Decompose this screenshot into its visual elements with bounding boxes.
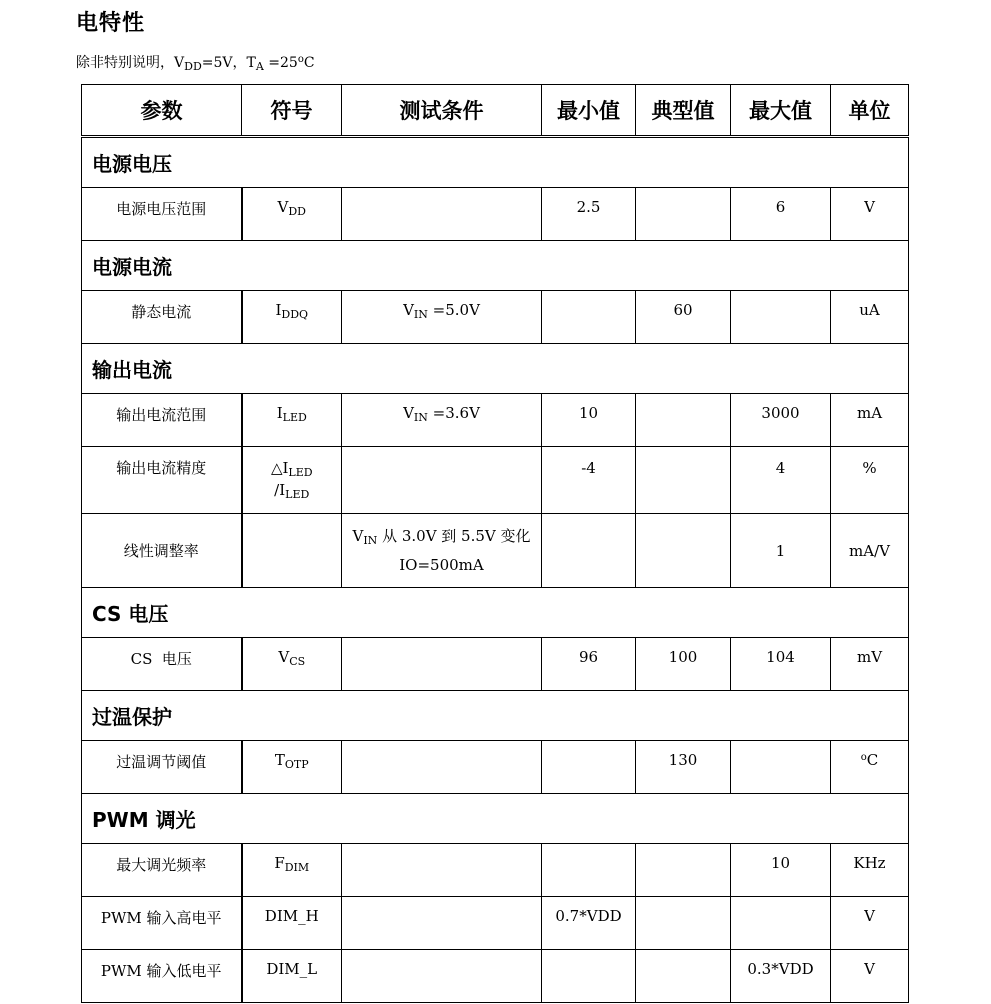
symbol-subscript: CS [289,655,306,668]
min-value [542,291,636,344]
symbol-subscript: LED [285,488,310,501]
max-value [731,291,831,344]
typ-value [636,394,731,447]
test-condition [342,950,542,1003]
symbol-main: V [278,648,290,666]
min-value [542,514,636,588]
section-row [82,691,909,741]
conditions-prefix: 除非特别说明，V [76,55,185,71]
typ-value [636,844,731,897]
symbol-subscript: DDQ [281,308,309,321]
symbol-main: I [276,404,283,422]
min-value [542,844,636,897]
header-symbol: 符号 [242,85,342,137]
typ-value: 100 [636,638,731,691]
typ-value [636,514,731,588]
symbol [242,741,342,794]
header-min: 最小值 [542,85,636,137]
symbol-subscript: DIM [284,861,310,874]
symbol-subscript: LED [288,466,313,479]
cond-subscript: IN [413,308,428,321]
unit: V [831,188,909,241]
table-row [82,844,909,897]
typ-value [636,897,731,950]
min-value [542,950,636,1003]
symbol-line-2 [243,479,342,501]
max-value: 4 [731,447,831,514]
unit: V [831,897,909,950]
section-pwm: PWM 调光 [82,794,909,844]
test-condition [342,447,542,514]
typ-value [636,950,731,1003]
unit [831,741,909,794]
min-value: -4 [542,447,636,514]
conditions-note [76,53,315,73]
section-row [82,588,909,638]
symbol-main: T [274,751,285,769]
table-row [82,291,909,344]
symbol: DIM_H [242,897,342,950]
table-row [82,188,909,241]
unit-text: C [866,751,879,769]
min-value: 96 [542,638,636,691]
param-name: 静态电流 [82,291,242,344]
section-output-current: 输出电流 [82,344,909,394]
min-value: 10 [542,394,636,447]
section-row [82,794,909,844]
symbol [242,638,342,691]
symbol-main: F [274,854,285,872]
symbol-subscript: DD [288,205,306,218]
unit: KHz [831,844,909,897]
symbol [242,514,342,588]
cond-main: V [352,526,364,545]
page-title: 电特性 [76,11,146,36]
cond-line-1 [342,522,541,551]
unit: % [831,447,909,514]
max-value: 3000 [731,394,831,447]
table-row [82,897,909,950]
table-row [82,638,909,691]
unit: V [831,950,909,1003]
table-row [82,447,909,514]
cond-subscript: IN [413,411,428,424]
param-name: 最大调光频率 [82,844,242,897]
test-condition [342,514,542,588]
max-value: 104 [731,638,831,691]
header-unit: 单位 [831,85,909,137]
ta-value: =25 [263,55,298,71]
section-row [82,344,909,394]
test-condition [342,188,542,241]
cond-main: V [403,301,414,319]
param-name: 线性调整率 [82,514,242,588]
test-condition [342,897,542,950]
max-value [731,741,831,794]
symbol-line-1 [243,457,342,479]
symbol-main: V [277,198,289,216]
ta-subscript: A [255,60,264,73]
electrical-characteristics-table [81,84,909,1003]
cond-line-2: IO=500mA [399,555,484,574]
header-parameter: 参数 [82,85,242,137]
min-value: 0.7*VDD [542,897,636,950]
symbol-main: I [275,301,282,319]
header-typ: 典型值 [636,85,731,137]
unit: mV [831,638,909,691]
header-max: 最大值 [731,85,831,137]
section-otp: 过温保护 [82,691,909,741]
unit: mA [831,394,909,447]
symbol-subscript: LED [282,411,307,424]
param-name: PWM 输入高电平 [82,897,242,950]
vdd-subscript: DD [184,60,202,73]
param-name: 输出电流范围 [82,394,242,447]
cond-main: V [403,404,414,422]
typ-value: 60 [636,291,731,344]
cond-rest: =5.0V [427,301,480,319]
unit: mA/V [831,514,909,588]
section-row [82,137,909,188]
table-row [82,950,909,1003]
vdd-value: =5V，T [201,55,256,71]
typ-value: 130 [636,741,731,794]
max-value: 10 [731,844,831,897]
param-name: 过温调节阈值 [82,741,242,794]
symbol [242,447,342,514]
symbol [242,188,342,241]
param-name: 电源电压范围 [82,188,242,241]
test-condition [342,741,542,794]
section-supply-current: 电源电流 [82,241,909,291]
symbol-main: /I [274,481,286,499]
symbol [242,844,342,897]
max-value [731,897,831,950]
test-condition [342,844,542,897]
test-condition [342,291,542,344]
symbol [242,291,342,344]
min-value: 2.5 [542,188,636,241]
degree-mark: o [860,752,867,763]
min-value [542,741,636,794]
section-row [82,241,909,291]
temp-unit: C [303,55,315,71]
symbol-subscript: OTP [284,758,309,771]
section-cs-voltage: CS 电压 [82,588,909,638]
degree-mark: o [297,54,304,65]
symbol-main: △I [270,459,289,477]
max-value: 1 [731,514,831,588]
max-value: 6 [731,188,831,241]
unit: uA [831,291,909,344]
cond-rest: =3.6V [427,404,480,422]
param-name: CS 电压 [82,638,242,691]
table-header-row [82,85,909,137]
param-name: PWM 输入低电平 [82,950,242,1003]
cond-rest: 从 3.0V 到 5.5V 变化 [377,526,531,545]
table-row [82,741,909,794]
typ-value [636,188,731,241]
typ-value [636,447,731,514]
test-condition [342,394,542,447]
header-test-condition: 测试条件 [342,85,542,137]
table-row [82,394,909,447]
symbol: DIM_L [242,950,342,1003]
table-row [82,514,909,588]
symbol [242,394,342,447]
param-name: 输出电流精度 [82,447,242,514]
test-condition [342,638,542,691]
section-supply-voltage: 电源电压 [82,137,909,188]
max-value: 0.3*VDD [731,950,831,1003]
cond-subscript: IN [363,533,378,547]
